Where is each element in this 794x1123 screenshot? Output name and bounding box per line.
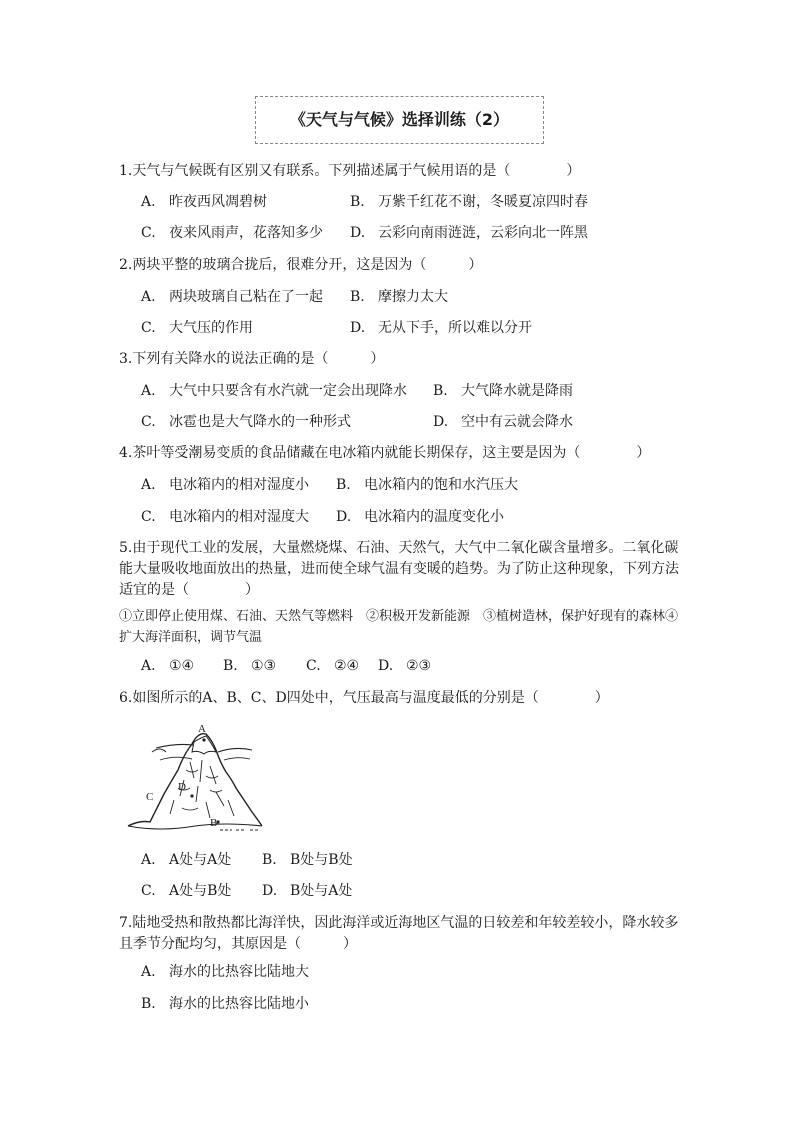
- q4-option-d: D. 电冰箱内的温度变化小: [336, 509, 504, 525]
- q6-option-b: B. B处与B处: [262, 852, 353, 868]
- q1-option-c: C. 夜来风雨声，花落知多少: [141, 225, 323, 241]
- q4-option-a: A. 电冰箱内的相对湿度小: [141, 477, 309, 493]
- question-2: 2.两块平整的玻璃合拢后，很难分开，这是因为（ ）: [119, 257, 483, 273]
- q2-option-a: A. 两块玻璃自己粘在了一起: [141, 289, 323, 305]
- q3-option-b: B. 大气降水就是降雨: [433, 383, 573, 399]
- q1-option-d: D. 云彩向南雨涟涟，云彩向北一阵黑: [350, 225, 588, 241]
- q2-option-b: B. 摩擦力太大: [350, 289, 448, 305]
- question-3: 3.下列有关降水的说法正确的是（ ）: [119, 351, 385, 367]
- label-d: D: [178, 781, 186, 793]
- question-1: 1.天气与气候既有区别又有联系。下列描述属于气候用语的是（ ）: [119, 163, 581, 179]
- question-6: 6.如图所示的A、B、C、D四处中，气压最高与温度最低的分别是（ ）: [119, 690, 609, 706]
- q5-option-a: A. ①④: [141, 658, 195, 674]
- question-4: 4.茶叶等受潮易变质的食品储藏在电冰箱内就能长期保存，这主要是因为（ ）: [119, 445, 651, 461]
- q7-option-b: B. 海水的比热容比陆地小: [141, 996, 309, 1012]
- q1-option-a: A. 昨夜西风凋碧树: [141, 194, 267, 210]
- q6-option-c: C. A处与B处: [141, 883, 232, 899]
- q5-option-b: B. ①③: [223, 658, 277, 674]
- label-b: B: [210, 817, 218, 829]
- label-a: A: [198, 723, 206, 735]
- q7-option-a: A. 海水的比热容比陆地大: [141, 964, 309, 980]
- q5-option-d: D. ②③: [378, 658, 432, 674]
- q4-option-c: C. 电冰箱内的相对湿度大: [141, 509, 309, 525]
- q6-option-d: D. B处与A处: [262, 883, 353, 899]
- question-5: 5.由于现代工业的发展，大量燃烧煤、石油、天然气，大气中二氧化碳含量增多。二氧化碳能大量吸收地面放出的热量，进而使全球气温有变暖的趋势。为了防止这种现象，下列方法适宜的是（ ）: [119, 540, 679, 598]
- q3-option-a: A. 大气中只要含有水汽就一定会出现降水: [141, 383, 407, 399]
- question-5-statements: ①立即停止使用煤、石油、天然气等燃料 ②积极开发新能源 ③植树造林，保护好现有的森林④扩大海洋面积，调节气温: [119, 609, 679, 645]
- mountain-figure: [120, 722, 270, 834]
- q1-option-b: B. 万紫千红花不谢，冬暖夏凉四时春: [350, 194, 588, 210]
- q4-option-b: B. 电冰箱内的饱和水汽压大: [336, 477, 518, 493]
- page-title: 《天气与气候》选择训练（2）: [255, 96, 544, 144]
- q2-option-c: C. 大气压的作用: [141, 320, 253, 336]
- q3-option-c: C. 冰雹也是大气降水的一种形式: [141, 414, 351, 430]
- q5-option-c: C. ②④: [306, 658, 360, 674]
- q6-option-a: A. A处与A处: [141, 852, 232, 868]
- label-c: C: [146, 791, 154, 803]
- q2-option-d: D. 无从下手，所以难以分开: [350, 320, 532, 336]
- q3-option-d: D. 空中有云就会降水: [433, 414, 573, 430]
- question-7: 7.陆地受热和散热都比海洋快，因此海洋或近海地区气温的日较差和年较差较小，降水较多且季节分配均匀，其原因是（ ）: [119, 915, 679, 952]
